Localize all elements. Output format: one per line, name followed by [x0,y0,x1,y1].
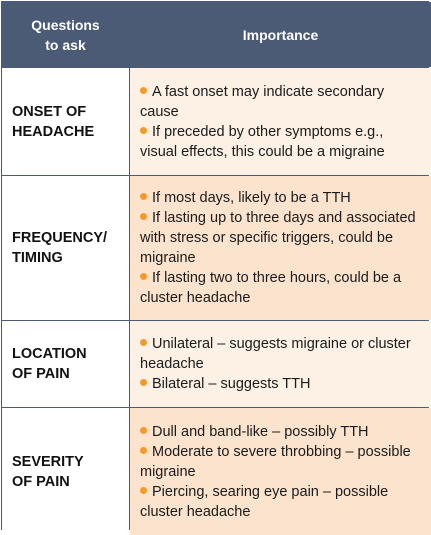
row-label-frequency: FREQUENCY/ TIMING [2,176,129,320]
bullet-text: Bilateral – suggests TTH [152,376,311,392]
headache-questions-table [1,1,429,530]
list-item [140,268,421,308]
list-item [140,442,421,482]
header-questions-to-ask: Questions to ask [2,2,129,67]
list-item [140,188,421,208]
list-item [140,82,421,122]
row-importance-onset [130,68,431,175]
row-importance-severity [130,408,431,535]
bullet-dot-icon [140,379,147,386]
list-item [140,422,421,442]
list-item [140,122,421,162]
row-importance-frequency [130,176,431,320]
list-item [140,374,421,394]
bullet-text: If lasting up to three days and associated with stress or specific triggers, could be migraine [140,210,416,266]
bullet-dot-icon [140,193,147,200]
bullet-text: If preceded by other symptoms e.g., visual effects, this could be a migraine [140,123,385,160]
header-importance: Importance [130,2,431,67]
row-label-severity: SEVERITY OF PAIN [2,408,129,535]
bullet-text: If lasting two to three hours, could be a cluster headache [140,270,402,306]
bullet-text: A fast onset may indicate secondary cause [140,83,385,120]
bullet-text: If most days, likely to be a TTH [152,190,351,206]
bullet-dot-icon [140,487,147,494]
list-item [140,208,421,268]
bullet-dot-icon [140,127,147,134]
bullet-text: Unilateral – suggests migraine or cluster headache [140,336,411,372]
bullet-dot-icon [140,273,147,280]
bullet-dot-icon [140,427,147,434]
bullet-text: Dull and band-like – possibly TTH [152,423,369,440]
bullet-dot-icon [140,447,147,454]
list-item [140,482,421,522]
bullet-text: Moderate to severe throbbing – possible migraine [140,443,411,480]
list-item [140,334,421,374]
row-label-location: LOCATION OF PAIN [2,321,129,407]
row-importance-location [130,321,431,407]
bullet-dot-icon [140,339,147,346]
row-label-onset: ONSET OF HEADACHE [2,68,129,175]
bullet-dot-icon [140,87,147,94]
bullet-dot-icon [140,213,147,220]
bullet-text: Piercing, searing eye pain – possible cluster headache [140,483,389,520]
